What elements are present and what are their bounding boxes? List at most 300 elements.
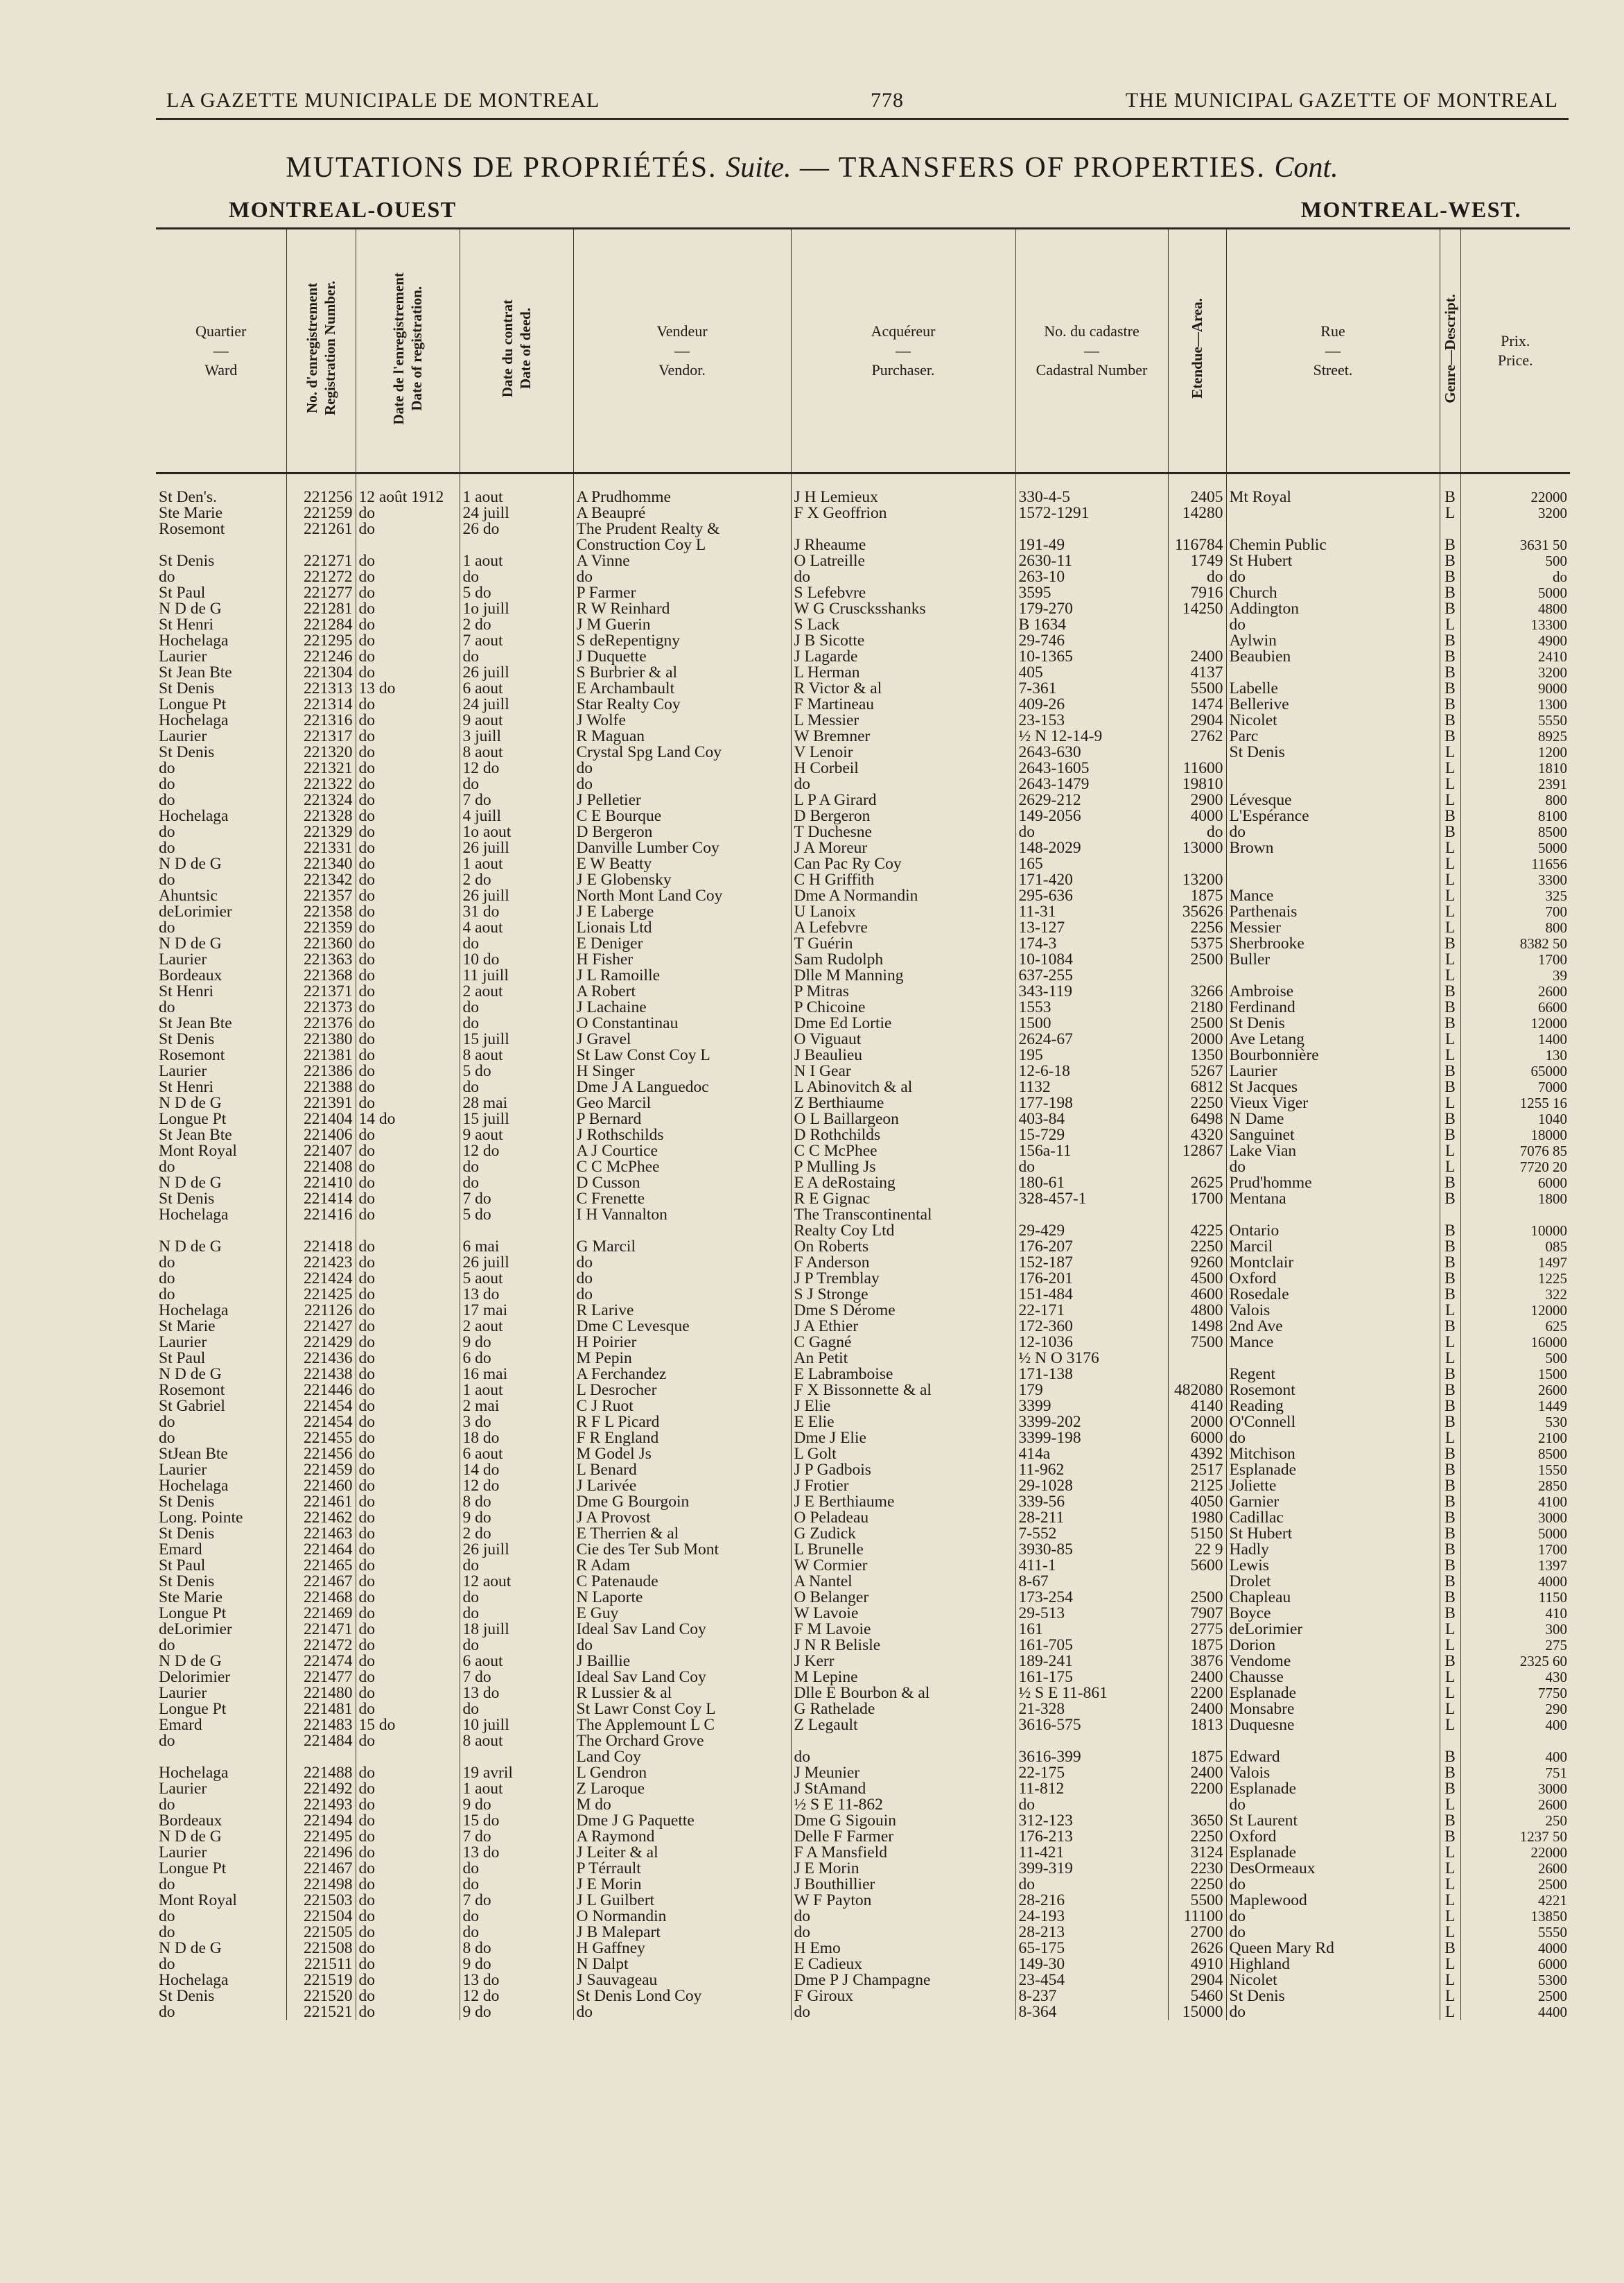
purchaser-cell: J Beaulieu bbox=[791, 1048, 1015, 1064]
vendor-cell: St Denis Lond Coy bbox=[573, 1988, 791, 2004]
area-cell: 7916 bbox=[1168, 585, 1226, 601]
cadastral-cell bbox=[1015, 1207, 1168, 1223]
ward-cell: do bbox=[159, 1159, 175, 1175]
vendor-cell: Geo Marcil bbox=[573, 1095, 791, 1111]
cadastral-cell: 637-255 bbox=[1015, 968, 1168, 984]
cadastral-cell: 28-216 bbox=[1015, 1893, 1168, 1909]
vendor-cell: D Cusson bbox=[573, 1175, 791, 1191]
ward-cell: deLorimier bbox=[159, 904, 232, 920]
table-row bbox=[156, 617, 1570, 633]
ward-cell: St Jean Bte bbox=[159, 665, 232, 681]
area-cell: 2000 bbox=[1168, 1032, 1226, 1048]
registration-number-cell: 221464 bbox=[286, 1542, 356, 1558]
cadastral-cell bbox=[1015, 1733, 1168, 1749]
ward-cell: St Denis bbox=[159, 1574, 215, 1590]
cadastral-cell: 13-127 bbox=[1015, 920, 1168, 936]
deed-date-cell: 4 aout bbox=[460, 920, 573, 936]
deed-date-cell: do bbox=[460, 1909, 573, 1925]
vendor-cell: F R England bbox=[573, 1430, 791, 1446]
genre-cell: L bbox=[1440, 1095, 1460, 1111]
registration-number-cell: 221322 bbox=[286, 776, 356, 792]
purchaser-cell: D Bergeron bbox=[791, 808, 1015, 824]
ward-cell: Mont Royal bbox=[159, 1893, 237, 1909]
vendor-cell: A Robert bbox=[573, 984, 791, 1000]
vendor-cell: M do bbox=[573, 1797, 791, 1813]
ward-cell: Mont Royal bbox=[159, 1143, 237, 1159]
deed-date-cell: 13 do bbox=[460, 1287, 573, 1303]
genre-cell bbox=[1440, 1207, 1460, 1223]
col-cadastral bbox=[1015, 229, 1168, 474]
area-cell: 4500 bbox=[1168, 1271, 1226, 1287]
table-header-row bbox=[156, 229, 1570, 474]
registration-number-cell: 221455 bbox=[286, 1430, 356, 1446]
registration-date-cell: do bbox=[356, 665, 460, 681]
purchaser-cell: E A deRostaing bbox=[791, 1175, 1015, 1191]
deed-date-cell: do bbox=[460, 1925, 573, 1941]
registration-number-cell: 221324 bbox=[286, 792, 356, 808]
cadastral-cell: 1553 bbox=[1015, 1000, 1168, 1016]
ward-cell: Longue Pt bbox=[159, 1701, 227, 1717]
registration-date-cell: do bbox=[356, 1064, 460, 1079]
ward-cell: do bbox=[159, 1000, 175, 1016]
deed-date-cell: 6 aout bbox=[460, 1446, 573, 1462]
street-cell: Valois bbox=[1226, 1303, 1440, 1319]
registration-date-cell: do bbox=[356, 1191, 460, 1207]
price-cell: 2391 bbox=[1460, 776, 1570, 792]
price-cell: 1500 bbox=[1460, 1366, 1570, 1382]
area-cell: 7500 bbox=[1168, 1335, 1226, 1351]
genre-cell: L bbox=[1440, 968, 1460, 984]
area-cell: 2250 bbox=[1168, 1877, 1226, 1893]
genre-cell: L bbox=[1440, 1685, 1460, 1701]
purchaser-cell: Dme S Dérome bbox=[791, 1303, 1015, 1319]
purchaser-cell: L Golt bbox=[791, 1446, 1015, 1462]
price-cell: 6000 bbox=[1460, 1956, 1570, 1972]
cadastral-cell: 22-175 bbox=[1015, 1765, 1168, 1781]
price-cell: 751 bbox=[1460, 1765, 1570, 1781]
purchaser-cell: J P Gadbois bbox=[791, 1462, 1015, 1478]
table-row bbox=[156, 1829, 1570, 1845]
street-cell: Parc bbox=[1226, 729, 1440, 745]
area-cell bbox=[1168, 521, 1226, 537]
vendor-cell: C Patenaude bbox=[573, 1574, 791, 1590]
table-row bbox=[156, 1542, 1570, 1558]
ward-cell: Bordeaux bbox=[159, 968, 222, 984]
cadastral-cell: ½ S E 11-861 bbox=[1015, 1685, 1168, 1701]
deed-date-cell: 11 juill bbox=[460, 968, 573, 984]
ward-cell: do bbox=[159, 1430, 175, 1446]
price-cell: 4800 bbox=[1460, 601, 1570, 617]
cadastral-cell: 23-454 bbox=[1015, 1972, 1168, 1988]
vendor-cell: R F L Picard bbox=[573, 1414, 791, 1430]
area-cell bbox=[1168, 617, 1226, 633]
deed-date-cell: 19 avril bbox=[460, 1765, 573, 1781]
deed-date-cell: 6 aout bbox=[460, 681, 573, 697]
purchaser-cell: do bbox=[791, 2004, 1015, 2020]
purchaser-cell: do bbox=[791, 1749, 1015, 1765]
purchaser-cell: P Mitras bbox=[791, 984, 1015, 1000]
cadastral-cell: 11-31 bbox=[1015, 904, 1168, 920]
registration-number-cell: 221414 bbox=[286, 1191, 356, 1207]
table-row bbox=[156, 824, 1570, 840]
ward-cell: do bbox=[159, 1877, 175, 1893]
genre-cell: L bbox=[1440, 1622, 1460, 1638]
street-cell bbox=[1226, 521, 1440, 537]
registration-date-cell: do bbox=[356, 1462, 460, 1478]
price-cell: 325 bbox=[1460, 888, 1570, 904]
vendor-cell: J Wolfe bbox=[573, 713, 791, 729]
ward-cell: Hochelaga bbox=[159, 633, 229, 649]
price-cell: 7000 bbox=[1460, 1079, 1570, 1095]
genre-cell: L bbox=[1440, 1956, 1460, 1972]
table-row bbox=[156, 1510, 1570, 1526]
street-cell: Addington bbox=[1226, 601, 1440, 617]
vendor-cell: R Adam bbox=[573, 1558, 791, 1574]
area-cell: 6498 bbox=[1168, 1111, 1226, 1127]
col-street-en: Street. bbox=[1313, 361, 1353, 379]
col-street-dash: — bbox=[1325, 342, 1341, 359]
genre-cell: B bbox=[1440, 1829, 1460, 1845]
col-ward-dash: — bbox=[213, 342, 229, 359]
genre-cell: L bbox=[1440, 776, 1460, 792]
genre-cell: L bbox=[1440, 904, 1460, 920]
street-cell: Ontario bbox=[1226, 1223, 1440, 1239]
genre-cell: B bbox=[1440, 1239, 1460, 1255]
cadastral-cell: 15-729 bbox=[1015, 1127, 1168, 1143]
registration-number-cell: 221331 bbox=[286, 840, 356, 856]
purchaser-cell: ½ S E 11-862 bbox=[791, 1797, 1015, 1813]
vendor-cell: Z Laroque bbox=[573, 1781, 791, 1797]
purchaser-cell: E Labramboise bbox=[791, 1366, 1015, 1382]
purchaser-cell: F Giroux bbox=[791, 1988, 1015, 2004]
genre-cell: B bbox=[1440, 1175, 1460, 1191]
table-row bbox=[156, 1590, 1570, 1606]
cadastral-cell: 29-513 bbox=[1015, 1606, 1168, 1622]
deed-date-cell: 12 do bbox=[460, 1143, 573, 1159]
deed-date-cell: do bbox=[460, 1701, 573, 1717]
table-row bbox=[156, 1972, 1570, 1988]
ward-cell: Laurier bbox=[159, 1781, 207, 1797]
genre-cell: B bbox=[1440, 601, 1460, 617]
area-cell: 1980 bbox=[1168, 1510, 1226, 1526]
cadastral-cell: 179-270 bbox=[1015, 601, 1168, 617]
col-vendor bbox=[573, 229, 791, 474]
price-cell: 2325 60 bbox=[1460, 1653, 1570, 1669]
street-cell: Messier bbox=[1226, 920, 1440, 936]
genre-cell: L bbox=[1440, 2004, 1460, 2020]
table-row bbox=[156, 649, 1570, 665]
ward-cell: Laurier bbox=[159, 729, 207, 745]
registration-date-cell: do bbox=[356, 569, 460, 585]
registration-number-cell: 221295 bbox=[286, 633, 356, 649]
registration-date-cell: do bbox=[356, 1925, 460, 1941]
vendor-cell: P Térrault bbox=[573, 1861, 791, 1877]
deed-date-cell: 28 mai bbox=[460, 1095, 573, 1111]
purchaser-cell: W F Payton bbox=[791, 1893, 1015, 1909]
table-row bbox=[156, 1558, 1570, 1574]
registration-number-cell: 221461 bbox=[286, 1494, 356, 1510]
purchaser-cell: P Mulling Js bbox=[791, 1159, 1015, 1175]
cadastral-cell: 171-420 bbox=[1015, 872, 1168, 888]
ward-cell: Rosemont bbox=[159, 521, 225, 537]
area-cell: 3876 bbox=[1168, 1653, 1226, 1669]
deed-date-cell: 26 juill bbox=[460, 1542, 573, 1558]
ward-cell: St Den's. bbox=[159, 488, 217, 505]
cadastral-cell: 403-84 bbox=[1015, 1111, 1168, 1127]
cadastral-cell: 149-30 bbox=[1015, 1956, 1168, 1972]
region-label-en: MONTREAL-WEST. bbox=[1300, 197, 1521, 222]
registration-date-cell: do bbox=[356, 1622, 460, 1638]
registration-number-cell: 221340 bbox=[286, 856, 356, 872]
vendor-cell: do bbox=[573, 1287, 791, 1303]
purchaser-cell: U Lanoix bbox=[791, 904, 1015, 920]
registration-number-cell: 221317 bbox=[286, 729, 356, 745]
deed-date-cell: 8 do bbox=[460, 1494, 573, 1510]
street-cell: Buller bbox=[1226, 952, 1440, 968]
area-cell: 5460 bbox=[1168, 1988, 1226, 2004]
registration-number-cell: 221504 bbox=[286, 1909, 356, 1925]
vendor-cell: J Duquette bbox=[573, 649, 791, 665]
cadastral-cell: do bbox=[1015, 1877, 1168, 1893]
registration-number-cell: 221468 bbox=[286, 1590, 356, 1606]
price-cell: 1700 bbox=[1460, 952, 1570, 968]
registration-date-cell: 13 do bbox=[356, 681, 460, 697]
registration-number-cell: 221373 bbox=[286, 1000, 356, 1016]
deed-date-cell: 5 do bbox=[460, 1064, 573, 1079]
genre-cell: L bbox=[1440, 761, 1460, 776]
price-cell: 10000 bbox=[1460, 1223, 1570, 1239]
purchaser-cell: Can Pac Ry Coy bbox=[791, 856, 1015, 872]
table-row bbox=[156, 856, 1570, 872]
deed-date-cell: do bbox=[460, 1877, 573, 1893]
street-cell bbox=[1226, 1733, 1440, 1749]
vendor-cell: Lionais Ltd bbox=[573, 920, 791, 936]
registration-date-cell: do bbox=[356, 1877, 460, 1893]
table-row bbox=[156, 1111, 1570, 1127]
registration-number-cell: 221357 bbox=[286, 888, 356, 904]
street-cell: Nicolet bbox=[1226, 1972, 1440, 1988]
cadastral-cell: 28-213 bbox=[1015, 1925, 1168, 1941]
registration-number-cell: 221493 bbox=[286, 1797, 356, 1813]
price-cell: 3200 bbox=[1460, 505, 1570, 521]
ward-cell: do bbox=[159, 840, 175, 856]
genre-cell: B bbox=[1440, 1191, 1460, 1207]
col-reg-en: Registration Number. bbox=[322, 281, 338, 416]
street-cell: Esplanade bbox=[1226, 1781, 1440, 1797]
price-cell: 3300 bbox=[1460, 872, 1570, 888]
registration-date-cell: do bbox=[356, 761, 460, 776]
area-cell: 2904 bbox=[1168, 1972, 1226, 1988]
col-area bbox=[1168, 229, 1226, 474]
table-row bbox=[156, 920, 1570, 936]
price-cell: 5000 bbox=[1460, 1526, 1570, 1542]
registration-number-cell: 221425 bbox=[286, 1287, 356, 1303]
street-cell: Esplanade bbox=[1226, 1462, 1440, 1478]
price-cell: 8925 bbox=[1460, 729, 1570, 745]
street-cell bbox=[1226, 1207, 1440, 1223]
ward-cell: Laurier bbox=[159, 1462, 207, 1478]
deed-date-cell: 9 do bbox=[460, 1956, 573, 1972]
area-cell: 2200 bbox=[1168, 1685, 1226, 1701]
street-cell bbox=[1226, 665, 1440, 681]
table-row bbox=[156, 1095, 1570, 1111]
registration-number-cell: 221494 bbox=[286, 1813, 356, 1829]
deed-date-cell: 1 aout bbox=[460, 553, 573, 569]
registration-date-cell: do bbox=[356, 1701, 460, 1717]
ward-cell: Long. Pointe bbox=[159, 1510, 243, 1526]
registration-number-cell: 221446 bbox=[286, 1382, 356, 1398]
ward-cell: do bbox=[159, 1287, 175, 1303]
deed-date-cell: 6 do bbox=[460, 1351, 573, 1366]
genre-cell bbox=[1440, 521, 1460, 537]
cadastral-cell: 149-2056 bbox=[1015, 808, 1168, 824]
purchaser-cell: L Messier bbox=[791, 713, 1015, 729]
registration-date-cell: do bbox=[356, 1813, 460, 1829]
genre-cell: B bbox=[1440, 1127, 1460, 1143]
street-cell: Bellerive bbox=[1226, 697, 1440, 713]
area-cell bbox=[1168, 1207, 1226, 1223]
registration-date-cell: do bbox=[356, 1048, 460, 1064]
deed-date-cell: 9 aout bbox=[460, 713, 573, 729]
table-row bbox=[156, 1813, 1570, 1829]
price-cell: 2600 bbox=[1460, 984, 1570, 1000]
price-cell: 1150 bbox=[1460, 1590, 1570, 1606]
purchaser-cell: O Peladeau bbox=[791, 1510, 1015, 1526]
vendor-cell: The Orchard Grove bbox=[573, 1733, 791, 1749]
deed-date-cell: 2 aout bbox=[460, 984, 573, 1000]
price-cell bbox=[1460, 1207, 1570, 1223]
street-cell: St Denis bbox=[1226, 745, 1440, 761]
deed-date-cell: 5 do bbox=[460, 1207, 573, 1223]
area-cell: 482080 bbox=[1168, 1382, 1226, 1398]
street-cell: Lewis bbox=[1226, 1558, 1440, 1574]
registration-number-cell: 221404 bbox=[286, 1111, 356, 1127]
purchaser-cell: Dme P J Champagne bbox=[791, 1972, 1015, 1988]
genre-cell: B bbox=[1440, 1462, 1460, 1478]
purchaser-cell: J N R Belisle bbox=[791, 1638, 1015, 1653]
ward-cell: do bbox=[159, 776, 175, 792]
registration-number-cell: 221259 bbox=[286, 505, 356, 521]
street-cell bbox=[1226, 1351, 1440, 1366]
registration-date-cell: do bbox=[356, 1127, 460, 1143]
purchaser-cell: Dme J Elie bbox=[791, 1430, 1015, 1446]
registration-date-cell: do bbox=[356, 1542, 460, 1558]
table-row bbox=[156, 984, 1570, 1000]
genre-cell: B bbox=[1440, 713, 1460, 729]
vendor-cell: North Mont Land Coy bbox=[573, 888, 791, 904]
area-cell: 1813 bbox=[1168, 1717, 1226, 1733]
cadastral-cell: 176-207 bbox=[1015, 1239, 1168, 1255]
price-cell: do bbox=[1460, 569, 1570, 585]
street-cell: Vendome bbox=[1226, 1653, 1440, 1669]
price-cell: 3200 bbox=[1460, 665, 1570, 681]
price-cell: 6000 bbox=[1460, 1175, 1570, 1191]
table-row bbox=[156, 1414, 1570, 1430]
table-row bbox=[156, 1303, 1570, 1319]
purchaser-cell: On Roberts bbox=[791, 1239, 1015, 1255]
deed-date-cell: 13 do bbox=[460, 1685, 573, 1701]
deed-date-cell: 7 do bbox=[460, 1829, 573, 1845]
genre-cell: B bbox=[1440, 1271, 1460, 1287]
price-cell: 5550 bbox=[1460, 713, 1570, 729]
vendor-cell: M Pepin bbox=[573, 1351, 791, 1366]
registration-date-cell: do bbox=[356, 713, 460, 729]
registration-number-cell: 221511 bbox=[286, 1956, 356, 1972]
registration-number-cell: 221488 bbox=[286, 1765, 356, 1781]
cadastral-cell: 195 bbox=[1015, 1048, 1168, 1064]
ward-cell: do bbox=[159, 1271, 175, 1287]
cadastral-cell: 179 bbox=[1015, 1382, 1168, 1398]
price-cell: 500 bbox=[1460, 553, 1570, 569]
registration-date-cell: do bbox=[356, 936, 460, 952]
street-cell: do bbox=[1226, 824, 1440, 840]
street-cell: Ferdinand bbox=[1226, 1000, 1440, 1016]
vendor-cell: St Law Const Coy L bbox=[573, 1048, 791, 1064]
street-cell: Laurier bbox=[1226, 1064, 1440, 1079]
area-cell: 2626 bbox=[1168, 1941, 1226, 1956]
ward-cell: Hochelaga bbox=[159, 713, 229, 729]
ward-cell: Laurier bbox=[159, 1335, 207, 1351]
price-cell: 2410 bbox=[1460, 649, 1570, 665]
vendor-cell: St Lawr Const Coy L bbox=[573, 1701, 791, 1717]
vendor-cell: A Beaupré bbox=[573, 505, 791, 521]
vendor-cell: J Gravel bbox=[573, 1032, 791, 1048]
genre-cell: B bbox=[1440, 1526, 1460, 1542]
registration-number-cell: 221316 bbox=[286, 713, 356, 729]
col-reg-label bbox=[303, 281, 339, 415]
ward-cell: Hochelaga bbox=[159, 1972, 229, 1988]
registration-date-cell: do bbox=[356, 521, 460, 537]
genre-cell: B bbox=[1440, 1765, 1460, 1781]
registration-number-cell: 221391 bbox=[286, 1095, 356, 1111]
price-cell: 2850 bbox=[1460, 1478, 1570, 1494]
genre-cell: B bbox=[1440, 1000, 1460, 1016]
price-cell: 1400 bbox=[1460, 1032, 1570, 1048]
table-row bbox=[156, 968, 1570, 984]
cadastral-cell: 330-4-5 bbox=[1015, 474, 1168, 506]
price-cell: 5300 bbox=[1460, 1972, 1570, 1988]
street-cell: Boyce bbox=[1226, 1606, 1440, 1622]
deed-date-cell: 26 do bbox=[460, 521, 573, 537]
table-row bbox=[156, 697, 1570, 713]
vendor-cell: do bbox=[573, 1255, 791, 1271]
genre-cell: L bbox=[1440, 1861, 1460, 1877]
registration-date-cell bbox=[356, 1749, 460, 1765]
deed-date-cell: 17 mai bbox=[460, 1303, 573, 1319]
registration-number-cell: 221380 bbox=[286, 1032, 356, 1048]
table-row bbox=[156, 904, 1570, 920]
purchaser-cell: S Lack bbox=[791, 617, 1015, 633]
ward-cell: do bbox=[159, 1255, 175, 1271]
street-cell: Queen Mary Rd bbox=[1226, 1941, 1440, 1956]
deed-date-cell: 7 do bbox=[460, 1191, 573, 1207]
vendor-cell: O Constantinau bbox=[573, 1016, 791, 1032]
area-cell: 1350 bbox=[1168, 1048, 1226, 1064]
cadastral-cell: 11-962 bbox=[1015, 1462, 1168, 1478]
area-cell bbox=[1168, 856, 1226, 872]
price-cell: 11656 bbox=[1460, 856, 1570, 872]
genre-cell: L bbox=[1440, 1893, 1460, 1909]
registration-number-cell: 221477 bbox=[286, 1669, 356, 1685]
purchaser-cell: J A Ethier bbox=[791, 1319, 1015, 1335]
genre-cell: B bbox=[1440, 1590, 1460, 1606]
registration-date-cell: do bbox=[356, 1382, 460, 1398]
registration-date-cell: do bbox=[356, 1478, 460, 1494]
vendor-cell: J L Ramoille bbox=[573, 968, 791, 984]
area-cell: 5150 bbox=[1168, 1526, 1226, 1542]
registration-number-cell bbox=[286, 537, 356, 553]
area-cell: 2400 bbox=[1168, 1669, 1226, 1685]
